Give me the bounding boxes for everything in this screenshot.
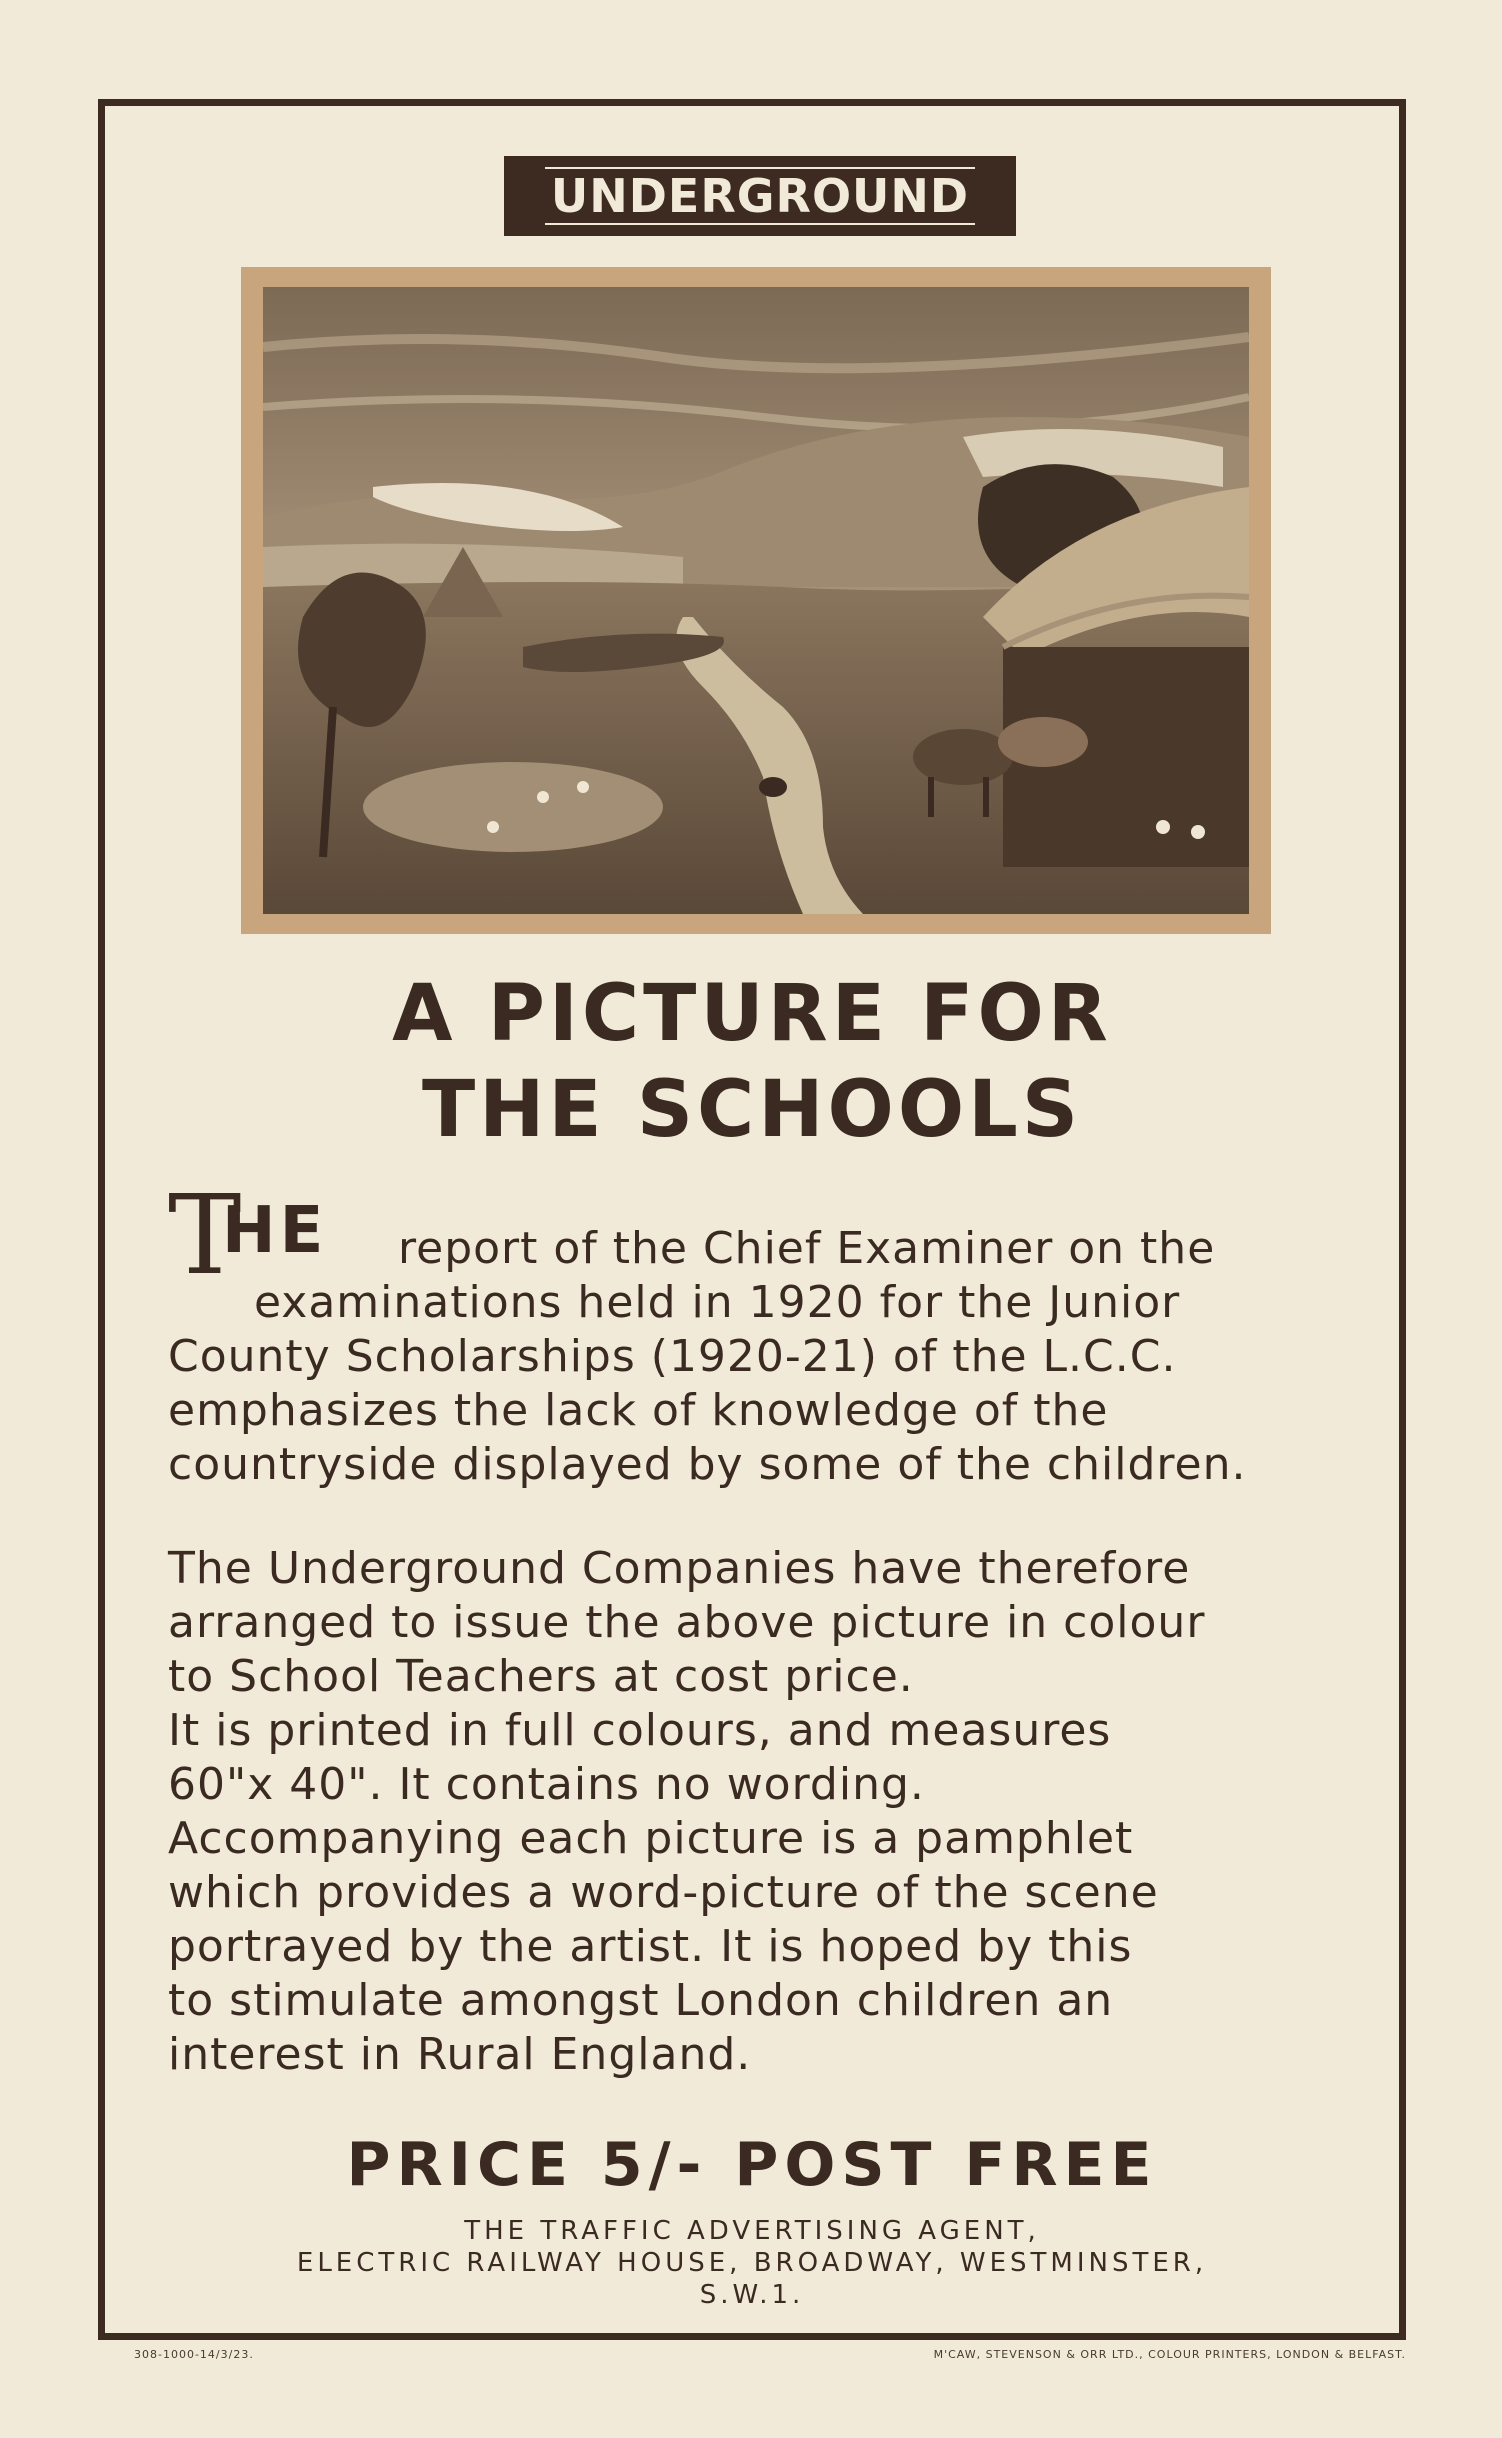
title-line-1: A PICTURE FOR xyxy=(392,969,1112,1059)
printer-credit: M'CAW, STEVENSON & ORR LTD., COLOUR PRINTERS, LONDON & BELFAST. xyxy=(933,2348,1406,2361)
intro-line-5: countryside displayed by some of the children. xyxy=(168,1439,1247,1490)
price-line: PRICE 5/- POST FREE xyxy=(346,2130,1158,2200)
para2-line-1: The Underground Companies have therefore xyxy=(168,1543,1191,1594)
underground-logo xyxy=(504,156,1016,236)
para2-line-7: which provides a word-picture of the scene xyxy=(168,1867,1159,1918)
para2-line-9: to stimulate amongst London children an xyxy=(168,1975,1114,2026)
agent-line-1: THE TRAFFIC ADVERTISING AGENT, xyxy=(464,2216,1040,2246)
agent-line-3: S.W.1. xyxy=(699,2280,805,2310)
para2-line-4: It is printed in full colours, and measures xyxy=(168,1705,1112,1756)
para2-line-3: to School Teachers at cost price. xyxy=(168,1651,914,1702)
illustration-mat xyxy=(241,267,1271,934)
print-code: 308-1000-14/3/23. xyxy=(134,2348,254,2361)
logo-text: UNDERGROUND xyxy=(545,167,975,225)
intro-line-3: County Scholarships (1920-21) of the L.C.C. xyxy=(168,1331,1177,1382)
para2-line-10: interest in Rural England. xyxy=(168,2029,752,2080)
para2-line-5: 60"x 40". It contains no wording. xyxy=(168,1759,925,1810)
drop-cap: T xyxy=(168,1171,242,1299)
intro-line-4: emphasizes the lack of knowledge of the xyxy=(168,1385,1109,1436)
para2-line-8: portrayed by the artist. It is hoped by this xyxy=(168,1921,1133,1972)
intro-line-1: report of the Chief Examiner on the xyxy=(398,1223,1216,1274)
drop-word: HE xyxy=(222,1194,328,1268)
agent-line-2: ELECTRIC RAILWAY HOUSE, BROADWAY, WESTMINSTER, xyxy=(296,2248,1208,2278)
para2-line-2: arranged to issue the above picture in colour xyxy=(168,1597,1206,1648)
title-line-2: THE SCHOOLS xyxy=(421,1065,1083,1155)
countryside-illustration xyxy=(263,287,1249,914)
intro-line-2: examinations held in 1920 for the Junior xyxy=(254,1277,1181,1328)
para2-line-6: Accompanying each picture is a pamphlet xyxy=(168,1813,1134,1864)
